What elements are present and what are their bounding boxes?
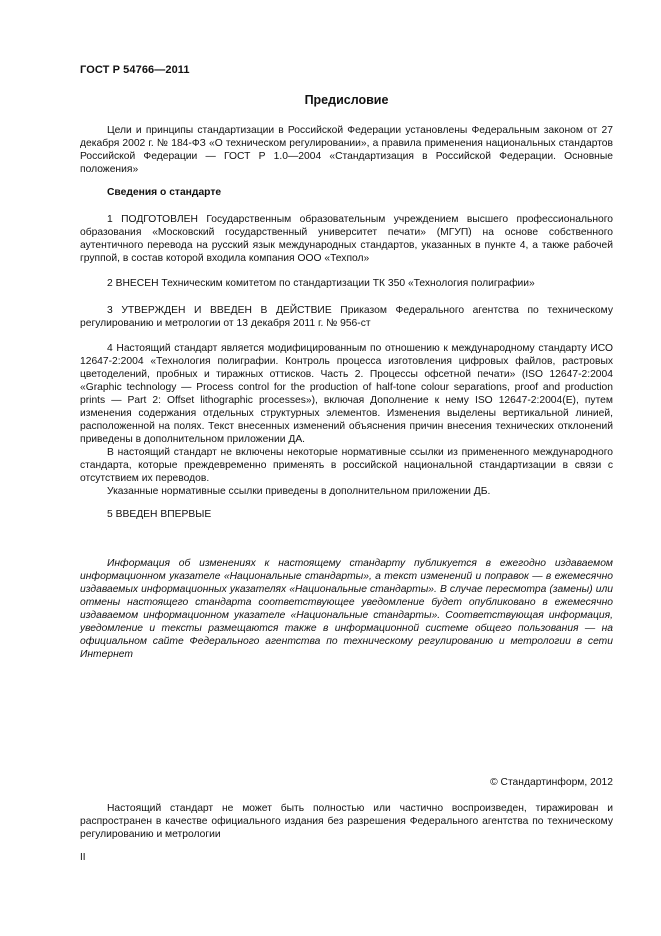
- item-4-paragraph-2: В настоящий стандарт не включены некоторые нормативные ссылки из примененного международного стандарта, которые преждевременно применять в российской национальной стандартизации в связи с отсутствием их переводов.: [80, 447, 613, 484]
- intro-paragraph-block: [80, 124, 613, 176]
- item-4-block: [80, 342, 613, 498]
- item-1-block: [80, 213, 613, 265]
- item-2-block: [80, 277, 613, 290]
- item-3-paragraph: 3 УТВЕРЖДЕН И ВВЕДЕН В ДЕЙСТВИЕ Приказом Федерального агентства по техническому регулированию и метрологии от 13 декабря 2011 г. № 956-ст: [80, 305, 613, 329]
- rights-paragraph: Настоящий стандарт не может быть полностью или частично воспроизведен, тиражирован и распространен в качестве официального издания без разрешения Федерального агентства по техническому регулированию и метрологии: [80, 803, 613, 840]
- notice-paragraph: Информация об изменениях к настоящему стандарту публикуется в ежегодно издаваемом информационном указателе «Национальные стандарты», а текст изменений и поправок — в ежемесячно издаваемых информационных указателях «Национальные стандарты». В случае пересмотра (замены) или отмены настоящего стандарта соответствующее уведомление будет опубликовано в ежемесячно издаваемом информационном указателе «Национальные стандарты». Соответствующая информация, уведомление и тексты размещаются также в информационной системе общего пользования — на официальном сайте Федерального агентства по техническому регулированию и метрологии в сети Интернет: [80, 558, 613, 660]
- document-code: ГОСТ Р 54766—2011: [80, 64, 190, 76]
- item-4-paragraph-1: 4 Настоящий стандарт является модифицированным по отношению к международному стандарту ИСО 12647-2:2004 «Технология полиграфии. Контроль процесса изготовления цифровых файлов, растровых цветоделений, пробных и тиражных оттисков. Часть 2. Процессы офсетной печати» (ISO 12647-2:2004 «Graphic technology — Process control for the production of half-tone colour separations, proof and production prints — Part 2: Offset lithographic processes»), включая Дополнение к нему ISO 12647-2:2004(E), путем изменения содержания отдельных структурных элементов. Изменения выделены вертикальной линией, расположенной на полях. Текст внесенных изменений объяснения причин внесения технических отклонений приведены в дополнительном приложении ДА.: [80, 343, 613, 445]
- item-5-paragraph: 5 ВВЕДЕН ВПЕРВЫЕ: [107, 509, 212, 520]
- item-5-block: [80, 508, 613, 521]
- item-2-paragraph: 2 ВНЕСЕН Техническим комитетом по стандартизации ТК 350 «Технология полиграфии»: [107, 278, 535, 289]
- page-number: II: [80, 852, 86, 863]
- item-4-paragraph-3: Указанные нормативные ссылки приведены в дополнительном приложении ДБ.: [107, 486, 491, 497]
- notice-block: [80, 557, 613, 661]
- intro-paragraph: Цели и принципы стандартизации в Российской Федерации установлены Федеральным законом от 27 декабря 2002 г. № 184-ФЗ «О техническом регулировании», а правила применения национальных стандартов Российской Федерации — ГОСТ Р 1.0—2004 «Стандартизация в Российской Федерации. Основные положения»: [80, 125, 613, 175]
- rights-block: [80, 802, 613, 841]
- section-heading: Сведения о стандарте: [107, 187, 222, 198]
- page-title: Предисловие: [304, 93, 389, 107]
- item-3-block: [80, 304, 613, 330]
- item-1-paragraph: 1 ПОДГОТОВЛЕН Государственным образовательным учреждением высшего профессионального образования «Московский государственный университет печати» (МГУП) на основе собственного аутентичного перевода на русский язык международных стандартов, указанных в пункте 4, а также рабочей группой, в состав которой входила компания ООО «Техпол»: [80, 214, 613, 264]
- copyright-line: © Стандартинформ, 2012: [490, 777, 613, 788]
